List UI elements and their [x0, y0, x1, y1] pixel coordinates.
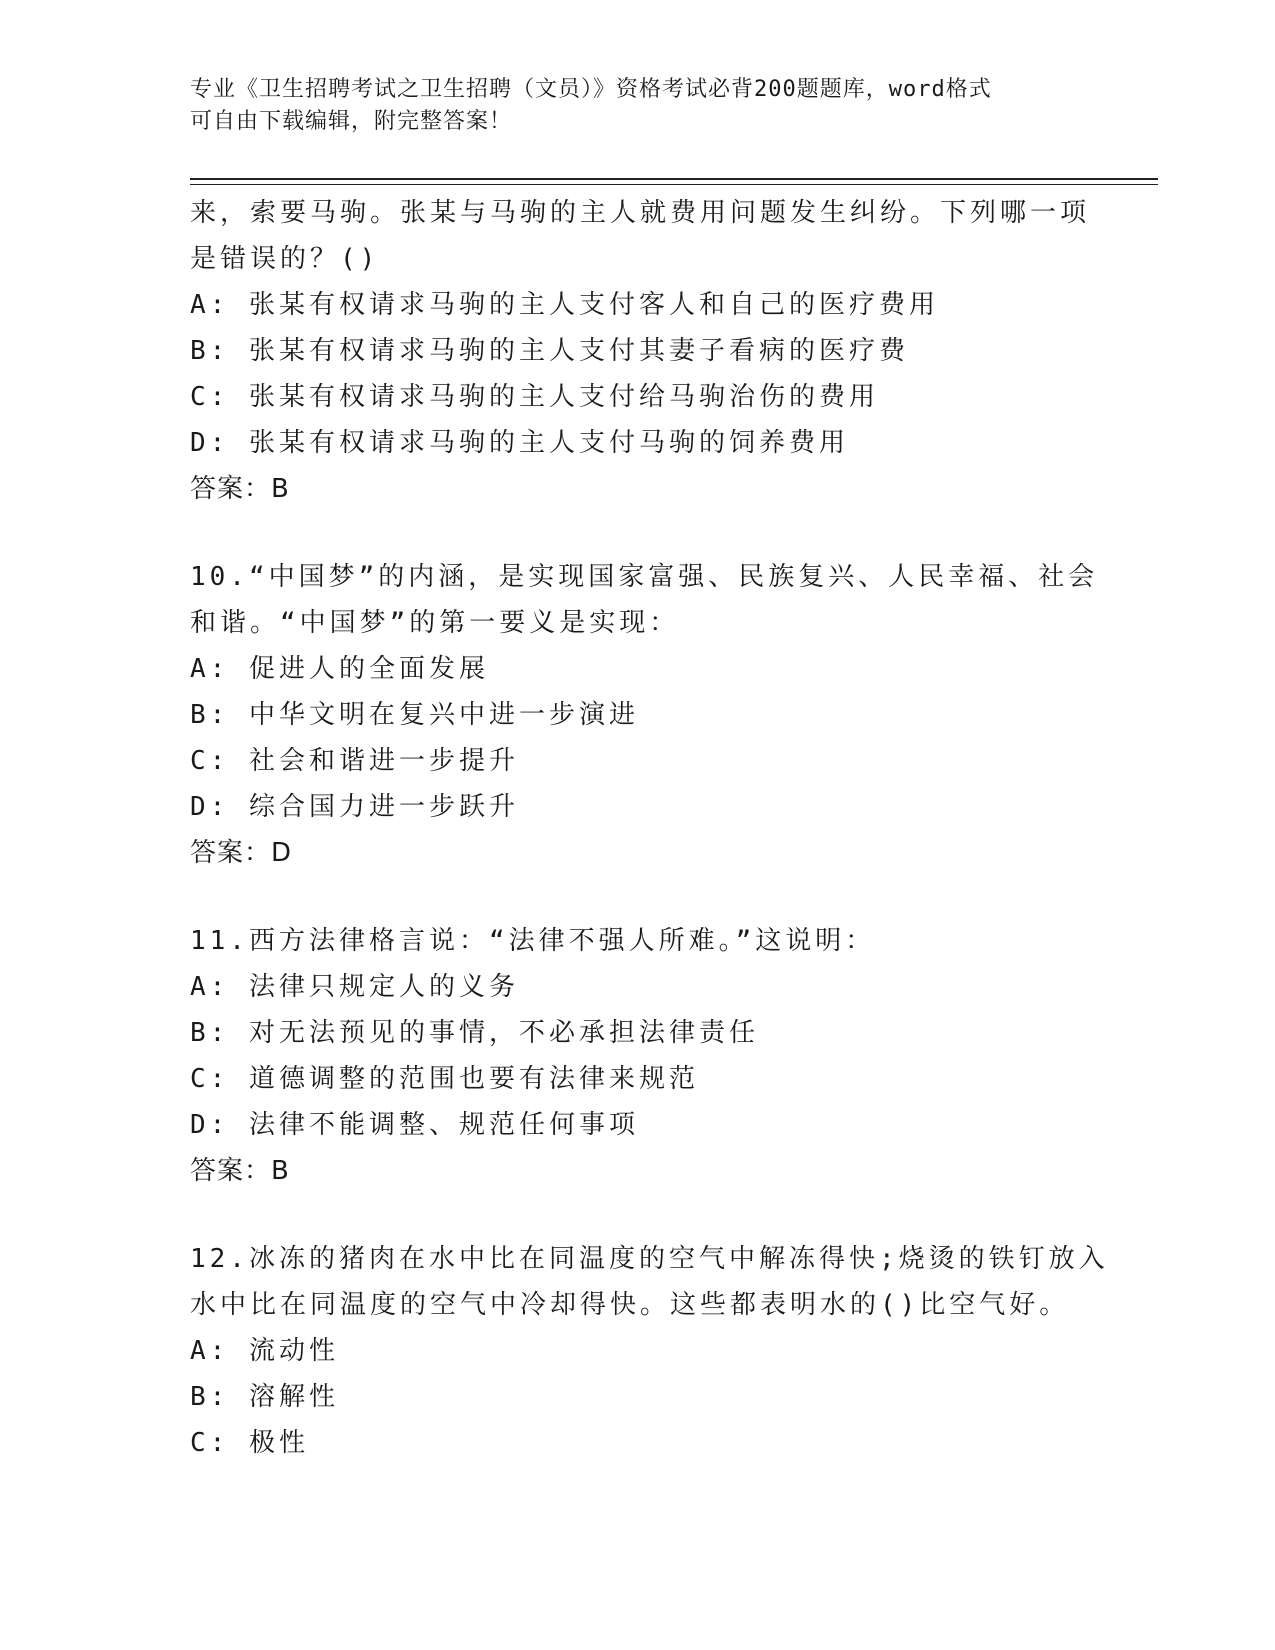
- question-stem-line: 来，索要马驹。张某与马驹的主人就费用问题发生纠纷。下列哪一项: [190, 198, 1091, 228]
- option-a: A: 法律只规定人的义务: [190, 972, 519, 1002]
- question-block: [190, 190, 1090, 512]
- option-c: C: 张某有权请求马驹的主人支付给马驹治伤的费用: [190, 382, 879, 412]
- spacer: [190, 1194, 1090, 1236]
- option-d: D: 综合国力进一步跃升: [190, 792, 519, 822]
- answer-text: 答案：B: [190, 1156, 290, 1186]
- question-stem-line: 水中比在同温度的空气中冷却得快。这些都表明水的()比空气好。: [190, 1290, 1070, 1320]
- option-c: C: 社会和谐进一步提升: [190, 746, 519, 776]
- answer-text: 答案：D: [190, 838, 293, 868]
- question-block: [190, 1236, 1109, 1466]
- question-list: [190, 190, 1109, 1466]
- header-line-2: 可自由下载编辑，附完整答案！: [190, 109, 513, 134]
- option-a: A: 流动性: [190, 1336, 339, 1366]
- option-b: B: 对无法预见的事情，不必承担法律责任: [190, 1018, 759, 1048]
- question-block: [190, 918, 1090, 1194]
- option-b: B: 张某有权请求马驹的主人支付其妻子看病的医疗费: [190, 336, 909, 366]
- option-d: D: 法律不能调整、规范任何事项: [190, 1110, 639, 1140]
- question-stem-line: 12.冰冻的猪肉在水中比在同温度的空气中解冻得快;烧烫的铁钉放入: [190, 1244, 1109, 1274]
- option-c: C: 极性: [190, 1428, 309, 1458]
- spacer: [190, 512, 1090, 554]
- document-header: [190, 74, 1090, 138]
- header-divider-thick: [190, 178, 1158, 180]
- question-block: [190, 554, 1099, 876]
- question-stem-line: 10.“中国梦”的内涵，是实现国家富强、民族复兴、人民幸福、社会: [190, 562, 1099, 592]
- option-a: A: 促进人的全面发展: [190, 654, 489, 684]
- option-c: C: 道德调整的范围也要有法律来规范: [190, 1064, 699, 1094]
- header-divider-thin: [190, 184, 1158, 185]
- header-line-1: 专业《卫生招聘考试之卫生招聘（文员）》资格考试必背200题题库，word格式: [190, 77, 992, 102]
- answer-text: 答案：B: [190, 474, 290, 504]
- question-stem-line: 是错误的？(): [190, 244, 380, 274]
- option-a: A: 张某有权请求马驹的主人支付客人和自己的医疗费用: [190, 290, 939, 320]
- question-stem-line: 11.西方法律格言说：“法律不强人所难。”这说明：: [190, 926, 876, 956]
- question-stem-line: 和谐。“中国梦”的第一要义是实现：: [190, 608, 680, 638]
- option-d: D: 张某有权请求马驹的主人支付马驹的饲养费用: [190, 428, 849, 458]
- option-b: B: 溶解性: [190, 1382, 339, 1412]
- option-b: B: 中华文明在复兴中进一步演进: [190, 700, 639, 730]
- spacer: [190, 876, 1090, 918]
